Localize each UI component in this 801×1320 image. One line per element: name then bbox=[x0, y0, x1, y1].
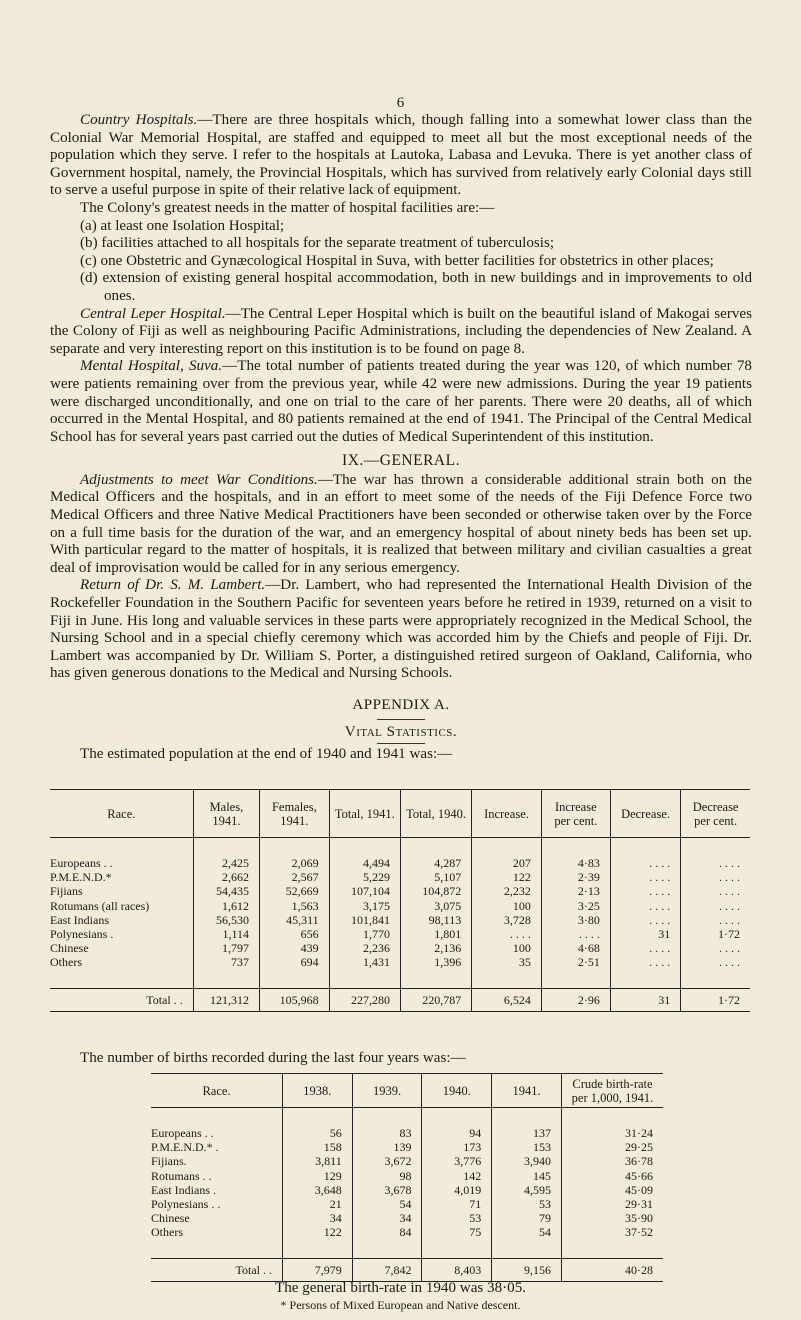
total-cell: 8,403 bbox=[422, 1258, 492, 1281]
table-cell: . . . . bbox=[681, 941, 750, 955]
table-cell: . . . . bbox=[610, 899, 680, 913]
table-cell: 56,530 bbox=[193, 913, 259, 927]
table-cell: 94 bbox=[422, 1126, 492, 1140]
table-cell: 21 bbox=[283, 1197, 353, 1211]
row-label: Chinese bbox=[50, 941, 89, 956]
table-cell: 56 bbox=[283, 1126, 353, 1140]
total-cell: 1·72 bbox=[681, 988, 750, 1011]
table-row bbox=[50, 856, 750, 870]
divider bbox=[377, 719, 425, 720]
table-cell: 3,672 bbox=[352, 1154, 422, 1168]
row-label: Rotumans (all races) bbox=[50, 898, 150, 913]
row-label: Others bbox=[151, 1225, 183, 1240]
page-number: 6 bbox=[396, 95, 405, 111]
population-intro: The estimated population at the end of 1940 and 1941 was:— bbox=[80, 746, 453, 763]
table-cell: 29·25 bbox=[561, 1140, 663, 1154]
divider bbox=[377, 743, 425, 744]
column-header: 1940. bbox=[422, 1074, 492, 1108]
table-cell: 37·52 bbox=[561, 1225, 663, 1239]
table-cell: 122 bbox=[283, 1225, 353, 1239]
table-cell: 4,287 bbox=[400, 856, 471, 870]
row-label: Polynesians . bbox=[50, 927, 114, 942]
table-cell: . . . . bbox=[681, 884, 750, 898]
table-cell: 1,431 bbox=[329, 955, 400, 969]
table-cell: 100 bbox=[472, 941, 542, 955]
table-cell: 1,396 bbox=[400, 955, 471, 969]
table-cell: 45,311 bbox=[260, 913, 330, 927]
total-cell: 2·96 bbox=[541, 988, 610, 1011]
table-cell: 75 bbox=[422, 1225, 492, 1239]
births-table-body bbox=[151, 1108, 663, 1282]
table-cell: 158 bbox=[283, 1140, 353, 1154]
row-label: Fijians. bbox=[151, 1154, 187, 1169]
column-header: Decrease. bbox=[610, 790, 680, 838]
table-cell: . . . . bbox=[681, 856, 750, 870]
table-cell: 54 bbox=[352, 1197, 422, 1211]
column-header: Total, 1940. bbox=[400, 790, 471, 838]
total-label: Total . . bbox=[50, 988, 193, 1011]
table-cell: 3,811 bbox=[283, 1154, 353, 1168]
table-row bbox=[50, 899, 750, 913]
column-header: Decrease per cent. bbox=[681, 790, 750, 838]
section-heading: IX.—GENERAL. bbox=[342, 452, 460, 470]
table-cell: 129 bbox=[283, 1169, 353, 1183]
table-cell: 4,595 bbox=[492, 1183, 562, 1197]
table-cell: . . . . bbox=[681, 955, 750, 969]
total-row bbox=[151, 1258, 663, 1281]
table-cell: 122 bbox=[472, 870, 542, 884]
total-cell: 7,979 bbox=[283, 1258, 353, 1281]
table-cell: 439 bbox=[260, 941, 330, 955]
table-cell: 2,662 bbox=[193, 870, 259, 884]
table-cell: 2,232 bbox=[472, 884, 542, 898]
total-cell: 121,312 bbox=[193, 988, 259, 1011]
needs-item: (c) one Obstetric and Gynæcological Hospital in Suva, with better facilities for obstetrics in other places; bbox=[80, 252, 714, 269]
table-cell: 139 bbox=[352, 1140, 422, 1154]
table-cell: 83 bbox=[352, 1126, 422, 1140]
table-cell: . . . . bbox=[681, 913, 750, 927]
spacer-row bbox=[151, 1108, 663, 1127]
spacer-row bbox=[151, 1240, 663, 1259]
table-cell: 53 bbox=[422, 1211, 492, 1225]
population-table-body bbox=[50, 838, 750, 1012]
appendix-title: APPENDIX A. bbox=[352, 697, 450, 713]
column-header: 1938. bbox=[283, 1074, 353, 1108]
table-cell: 71 bbox=[422, 1197, 492, 1211]
table-cell: 2,136 bbox=[400, 941, 471, 955]
birth-rate-note: The general birth-rate in 1940 was 38·05. bbox=[274, 1280, 527, 1296]
table-cell: . . . . bbox=[610, 941, 680, 955]
column-header: Race. bbox=[151, 1074, 283, 1108]
row-label: Europeans . . bbox=[50, 856, 113, 870]
column-header: Crude birth-rate per 1,000, 1941. bbox=[561, 1074, 663, 1108]
spacer-row bbox=[50, 838, 750, 857]
table-cell: 54 bbox=[492, 1225, 562, 1239]
table-cell: 2,425 bbox=[193, 856, 259, 870]
appendix-subtitle: Vital Statistics. bbox=[344, 723, 458, 740]
table-cell: . . . . bbox=[681, 870, 750, 884]
table-cell: 3,776 bbox=[422, 1154, 492, 1168]
table-cell: 35 bbox=[472, 955, 542, 969]
table-cell: 1,612 bbox=[193, 899, 259, 913]
table-cell: 107,104 bbox=[329, 884, 400, 898]
column-header: 1939. bbox=[352, 1074, 422, 1108]
column-header: Total, 1941. bbox=[329, 790, 400, 838]
spacer-row bbox=[50, 970, 750, 989]
table-cell: 53 bbox=[492, 1197, 562, 1211]
table-cell: 36·78 bbox=[561, 1154, 663, 1168]
table-cell: 1·72 bbox=[681, 927, 750, 941]
births-intro: The number of births recorded during the last four years was:— bbox=[80, 1050, 466, 1066]
total-cell: 9,156 bbox=[492, 1258, 562, 1281]
table-cell: 1,114 bbox=[193, 927, 259, 941]
table-row bbox=[151, 1140, 663, 1154]
table-cell: 31 bbox=[610, 927, 680, 941]
total-cell: 40·28 bbox=[561, 1258, 663, 1281]
body-text bbox=[50, 112, 752, 764]
total-cell: 6,524 bbox=[472, 988, 542, 1011]
table-cell: 3,075 bbox=[400, 899, 471, 913]
table-row bbox=[50, 884, 750, 898]
table-cell: 4,019 bbox=[422, 1183, 492, 1197]
table-cell: 84 bbox=[352, 1225, 422, 1239]
row-label: Fijians bbox=[50, 884, 83, 899]
table-cell: 100 bbox=[472, 899, 542, 913]
table-row bbox=[151, 1197, 663, 1211]
table-cell: 45·09 bbox=[561, 1183, 663, 1197]
table-cell: . . . . bbox=[610, 884, 680, 898]
table-cell: 2·39 bbox=[541, 870, 610, 884]
table-cell: . . . . bbox=[610, 913, 680, 927]
total-row bbox=[50, 988, 750, 1011]
table-cell: 29·31 bbox=[561, 1197, 663, 1211]
table-cell: . . . . bbox=[610, 870, 680, 884]
table-cell: 5,229 bbox=[329, 870, 400, 884]
table-cell: 3·80 bbox=[541, 913, 610, 927]
row-label: Rotumans . . bbox=[151, 1168, 212, 1183]
row-label: P.M.E.N.D.* bbox=[50, 870, 112, 885]
table-cell: 2·13 bbox=[541, 884, 610, 898]
table-row bbox=[151, 1169, 663, 1183]
needs-item: (a) at least one Isolation Hospital; bbox=[80, 217, 285, 234]
column-header: Increase per cent. bbox=[541, 790, 610, 838]
table-cell: 173 bbox=[422, 1140, 492, 1154]
row-label: Polynesians . . bbox=[151, 1197, 221, 1212]
table-cell: 694 bbox=[260, 955, 330, 969]
table-row bbox=[50, 870, 750, 884]
row-label: Others bbox=[50, 955, 82, 970]
table-cell: 3,678 bbox=[352, 1183, 422, 1197]
column-header: 1941. bbox=[492, 1074, 562, 1108]
table-row bbox=[50, 955, 750, 969]
table-cell: . . . . bbox=[681, 899, 750, 913]
table-cell: 79 bbox=[492, 1211, 562, 1225]
table-cell: 2,567 bbox=[260, 870, 330, 884]
table-cell: 5,107 bbox=[400, 870, 471, 884]
row-label: Chinese bbox=[151, 1211, 190, 1226]
table-cell: 207 bbox=[472, 856, 542, 870]
table-cell: 1,563 bbox=[260, 899, 330, 913]
table-cell: 145 bbox=[492, 1169, 562, 1183]
table-cell: 4·83 bbox=[541, 856, 610, 870]
row-label: East Indians . bbox=[151, 1182, 216, 1197]
table-cell: 31·24 bbox=[561, 1126, 663, 1140]
table-cell: 1,801 bbox=[400, 927, 471, 941]
war-conditions-paragraph: Adjustments to meet War Conditions.—The war has thrown a considerable additional strain both on the Medical Officers and the hospitals, and in an effort to meet some of the needs of the Fiji Defence Force two Medical Officers and three Native Medical Practitioners have been seconded or otherwise taken over by the Force on a full time basis for the duration of the war, and an emergency hospital of about ninety beds has been set up. With particular regard to the matter of hospitals, it is realized that between military and civilian casualties a great deal of improvisation would be called for in any serious emergency. bbox=[50, 471, 752, 576]
mental-hospital-paragraph: Mental Hospital, Suva.—The total number of patients treated during the year was 120, of which number 78 were patients remaining over from the previous year, while 42 were new admissions. During the year 19 patients were discharged unconditionally, and one on trial to the care of her parents. There were 20 deaths, all of which occurred in the Mental Hospital, and 80 patients remained at the end of 1941. The Principal of the Central Medical School has for several years past carried out the duties of Medical Superintendent of this institution. bbox=[50, 358, 752, 445]
births-table bbox=[151, 1073, 663, 1282]
table-cell: 3,648 bbox=[283, 1183, 353, 1197]
table-row bbox=[151, 1183, 663, 1197]
table-cell: 4,494 bbox=[329, 856, 400, 870]
row-label: East Indians bbox=[50, 912, 109, 927]
total-cell: 7,842 bbox=[352, 1258, 422, 1281]
row-label: Europeans . . bbox=[151, 1126, 214, 1140]
needs-intro: The Colony's greatest needs in the matter of hospital facilities are:— bbox=[80, 199, 495, 216]
total-cell: 227,280 bbox=[329, 988, 400, 1011]
table-cell: 737 bbox=[193, 955, 259, 969]
column-header: Race. bbox=[50, 790, 193, 838]
table-cell: 3·25 bbox=[541, 899, 610, 913]
table-cell: 2·51 bbox=[541, 955, 610, 969]
table-row bbox=[50, 941, 750, 955]
table-cell: . . . . bbox=[541, 927, 610, 941]
column-header: Males, 1941. bbox=[193, 790, 259, 838]
table-row bbox=[151, 1225, 663, 1239]
leper-hospital-paragraph: Central Leper Hospital.—The Central Leper Hospital which is built on the beautiful island of Makogai serves the Colony of Fiji as well as neighbouring Pacific Administrations, including the dependencies of New Zealand. A separate and very interesting report on this institution is to be found on page 8. bbox=[50, 305, 752, 357]
total-cell: 31 bbox=[610, 988, 680, 1011]
total-cell: 105,968 bbox=[260, 988, 330, 1011]
table-cell: . . . . bbox=[610, 856, 680, 870]
table-cell: . . . . bbox=[472, 927, 542, 941]
table-cell: 4·68 bbox=[541, 941, 610, 955]
table-row bbox=[151, 1126, 663, 1140]
table-cell: 1,797 bbox=[193, 941, 259, 955]
table-cell: 104,872 bbox=[400, 884, 471, 898]
table-cell: 34 bbox=[283, 1211, 353, 1225]
table-cell: 54,435 bbox=[193, 884, 259, 898]
table-cell: 656 bbox=[260, 927, 330, 941]
table-cell: 34 bbox=[352, 1211, 422, 1225]
table-cell: 98 bbox=[352, 1169, 422, 1183]
table-row bbox=[50, 913, 750, 927]
table-cell: 3,728 bbox=[472, 913, 542, 927]
total-label: Total . . bbox=[151, 1258, 283, 1281]
table-cell: 2,236 bbox=[329, 941, 400, 955]
table-cell: 3,940 bbox=[492, 1154, 562, 1168]
table-cell: 98,113 bbox=[400, 913, 471, 927]
table-cell: 1,770 bbox=[329, 927, 400, 941]
column-header: Increase. bbox=[472, 790, 542, 838]
table-cell: 137 bbox=[492, 1126, 562, 1140]
population-table bbox=[50, 789, 750, 1012]
table-cell: 142 bbox=[422, 1169, 492, 1183]
table-row bbox=[50, 927, 750, 941]
table-cell: 153 bbox=[492, 1140, 562, 1154]
table-cell: . . . . bbox=[610, 955, 680, 969]
table-cell: 3,175 bbox=[329, 899, 400, 913]
needs-item: (d) extension of existing general hospital accommodation, both in new buildings and in improvements to old ones. bbox=[80, 270, 752, 304]
country-hospitals-paragraph: Country Hospitals.—There are three hospitals which, though falling into a somewhat lower class than the Colonial War Memorial Hospital, are staffed and equipped to meet all but the most exceptional needs of the population which they serve. I refer to the hospitals at Lautoka, Labasa and Levuka. There is yet another class of Government hospital, namely, the Provincial Hospitals, which has survived from relatively early Colonial days still to serve a useful purpose in spite of their relative lack of equipment. bbox=[50, 112, 752, 199]
table-cell: 35·90 bbox=[561, 1211, 663, 1225]
table-cell: 2,069 bbox=[260, 856, 330, 870]
total-cell: 220,787 bbox=[400, 988, 471, 1011]
lambert-paragraph: Return of Dr. S. M. Lambert.—Dr. Lambert, who had represented the International Health Division of the Rockefeller Foundation in the Southern Pacific for seventeen years before he retired in 1939, returned on a visit to Fiji in June. His long and valuable services in these parts were appropriately recognized in the Medical School, the Nursing School and in a special chiefly ceremony which was accorded him by the Chiefs and people of Fiji. Dr. Lambert was accompanied by Dr. William S. Porter, a distinguished retired surgeon of Oakland, California, who has given generous donations to the Medical and Nursing Schools. bbox=[50, 577, 752, 682]
footnote: * Persons of Mixed European and Native descent. bbox=[280, 1298, 521, 1312]
table-cell: 45·66 bbox=[561, 1169, 663, 1183]
needs-list bbox=[50, 218, 752, 306]
table-row bbox=[151, 1211, 663, 1225]
table-cell: 52,669 bbox=[260, 884, 330, 898]
row-label: P.M.E.N.D.* . bbox=[151, 1140, 219, 1155]
needs-item: (b) facilities attached to all hospitals for the separate treatment of tuberculosis; bbox=[80, 235, 555, 252]
table-row bbox=[151, 1154, 663, 1168]
column-header: Females, 1941. bbox=[260, 790, 330, 838]
table-cell: 101,841 bbox=[329, 913, 400, 927]
